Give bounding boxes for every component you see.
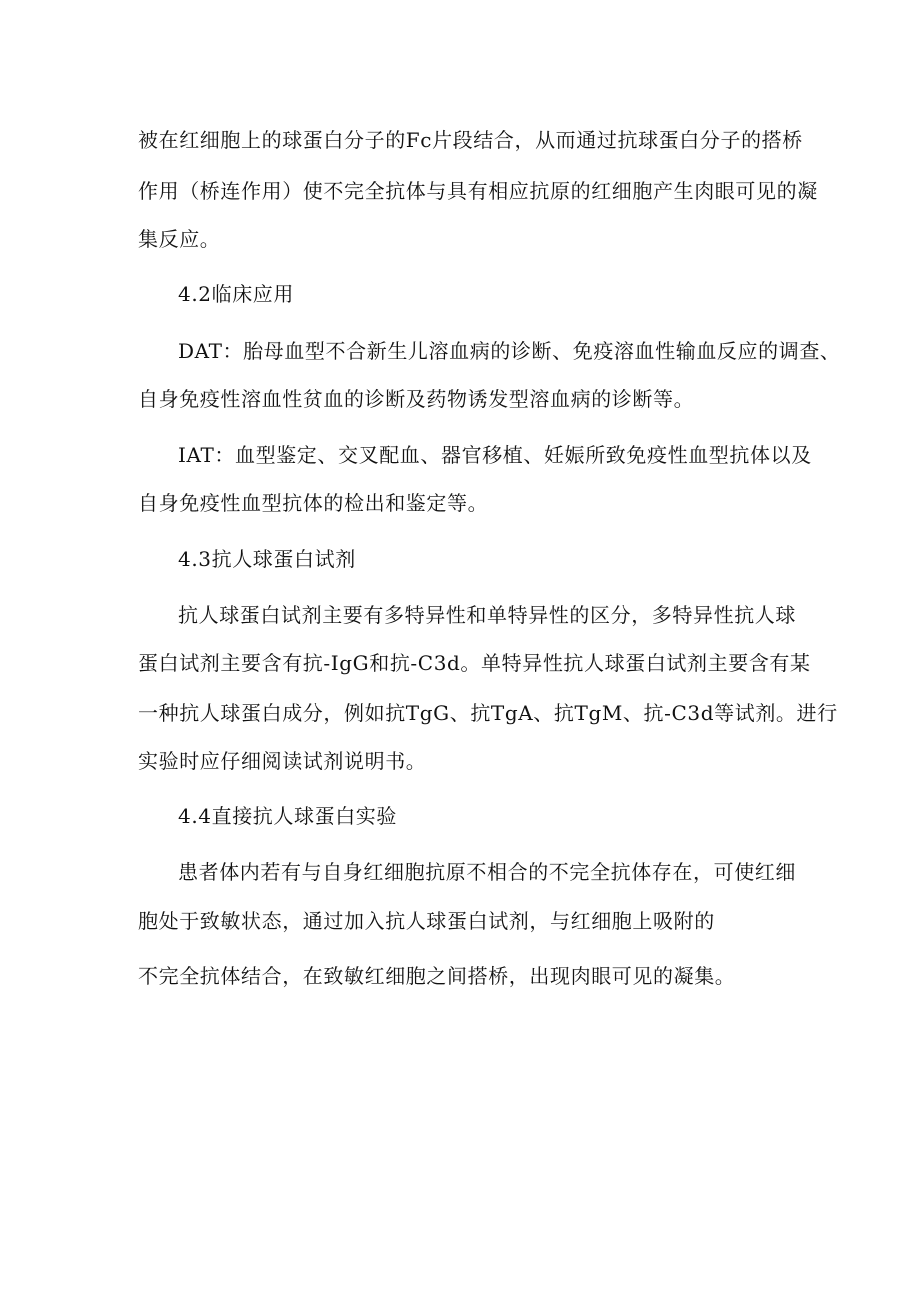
paragraph-line: 自身免疫性溶血性贫血的诊断及药物诱发型溶血病的诊断等。: [138, 387, 695, 411]
paragraph-line: 蛋白试剂主要含有抗-IgG和抗-C3d。单特异性抗人球蛋白试剂主要含有某: [138, 651, 811, 675]
section-heading-4-2: 4.2临床应用: [178, 282, 295, 306]
paragraph-line: 一种抗人球蛋白成分，例如抗TgG、抗TgA、抗TgM、抗-C3d等试剂。进行: [138, 701, 838, 725]
paragraph-line: 作用（桥连作用）使不完全抗体与具有相应抗原的红细胞产生肉眼可见的凝: [138, 179, 818, 203]
paragraph-line: 实验时应仔细阅读试剂说明书。: [138, 749, 427, 773]
paragraph-line: 集反应。: [138, 227, 221, 251]
section-heading-4-4: 4.4直接抗人球蛋白实验: [178, 804, 398, 828]
paragraph-line: DAT：胎母血型不合新生儿溶血病的诊断、免疫溶血性输血反应的调查、: [178, 339, 841, 363]
paragraph-line: 不完全抗体结合，在致敏红细胞之间搭桥，出现肉眼可见的凝集。: [138, 964, 736, 988]
paragraph-line: 自身免疫性血型抗体的检出和鉴定等。: [138, 491, 489, 515]
paragraph-line: 患者体内若有与自身红细胞抗原不相合的不完全抗体存在，可使红细: [178, 860, 796, 884]
paragraph-line: 被在红细胞上的球蛋白分子的Fc片段结合，从而通过抗球蛋白分子的搭桥: [138, 128, 803, 152]
section-heading-4-3: 4.3抗人球蛋白试剂: [178, 547, 356, 571]
paragraph-line: 抗人球蛋白试剂主要有多特异性和单特异性的区分，多特异性抗人球: [178, 603, 796, 627]
paragraph-line: 胞处于致敏状态，通过加入抗人球蛋白试剂，与红细胞上吸附的: [138, 909, 715, 933]
paragraph-line: IAT：血型鉴定、交叉配血、器官移植、妊娠所致免疫性血型抗体以及: [178, 443, 812, 467]
